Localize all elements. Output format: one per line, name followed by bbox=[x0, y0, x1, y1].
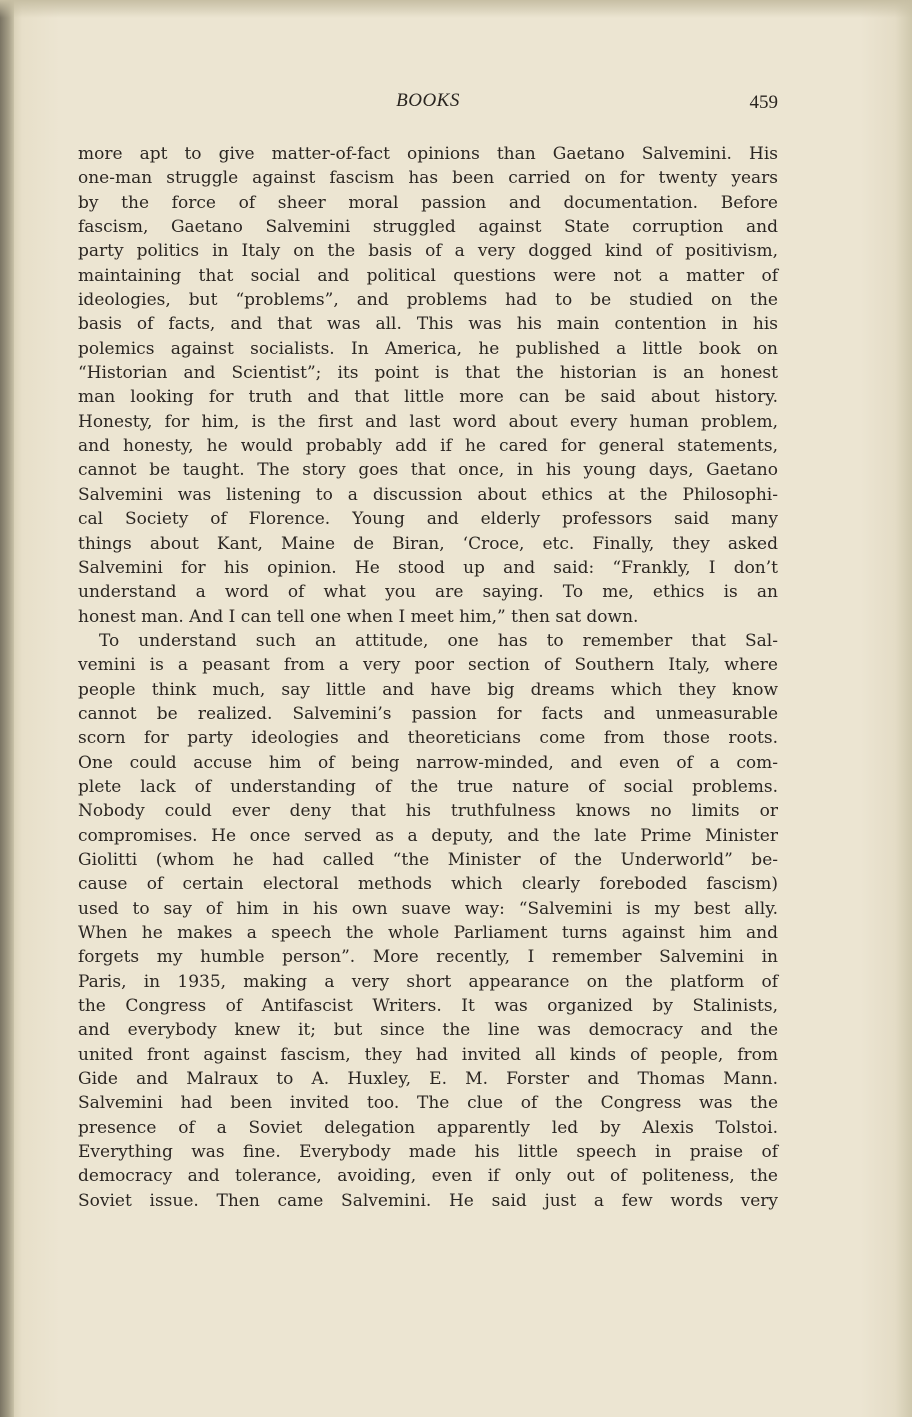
text-line: forgets my humble person”. More recently, I remember Salvemini in bbox=[78, 947, 778, 968]
text-line: honest man. And I can tell one when I meet him,” then sat down. bbox=[78, 606, 639, 627]
body-text bbox=[78, 142, 778, 1213]
text-line: presence of a Soviet delegation apparently led by Alexis Tolstoi. bbox=[78, 1117, 778, 1138]
text-line: Salvemini had been invited too. The clue of the Congress was the bbox=[78, 1093, 778, 1114]
text-line: party politics in Italy on the basis of a very dogged kind of positivism, bbox=[78, 241, 778, 262]
running-head: BOOKS bbox=[396, 90, 460, 111]
text-line: democracy and tolerance, avoiding, even if only out of politeness, the bbox=[78, 1166, 778, 1187]
text-line: cal Society of Florence. Young and elderly professors said many bbox=[78, 509, 778, 530]
text-line: and honesty, he would probably add if he cared for general statements, bbox=[78, 436, 778, 457]
text-line: cause of certain electoral methods which clearly foreboded fascism) bbox=[78, 874, 778, 895]
text-line: things about Kant, Maine de Biran, ‘Croce, etc. Finally, they asked bbox=[78, 533, 778, 554]
text-line: Everything was fine. Everybody made his little speech in praise of bbox=[78, 1142, 778, 1163]
top-edge-shadow bbox=[0, 0, 912, 18]
text-line: man looking for truth and that little more can be said about history. bbox=[78, 387, 778, 408]
text-line: the Congress of Antifascist Writers. It was organized by Stalinists, bbox=[78, 996, 778, 1017]
text-line: scorn for party ideologies and theoreticians come from those roots. bbox=[78, 728, 778, 749]
text-line: To understand such an attitude, one has to remember that Sal- bbox=[99, 630, 778, 651]
text-line: cannot be taught. The story goes that once, in his young days, Gaetano bbox=[78, 460, 778, 481]
text-line: Nobody could ever deny that his truthfulness knows no limits or bbox=[78, 801, 778, 822]
text-line: basis of facts, and that was all. This was his main contention in his bbox=[78, 314, 778, 335]
paragraph bbox=[78, 629, 778, 1213]
text-line: more apt to give matter-of-fact opinions than Gaetano Salvemini. His bbox=[78, 144, 778, 164]
text-line: used to say of him in his own suave way: “Salvemini is my best ally. bbox=[78, 898, 778, 919]
text-line: fascism, Gaetano Salvemini struggled against State corruption and bbox=[78, 217, 778, 238]
text-line: Gide and Malraux to A. Huxley, E. M. Forster and Thomas Mann. bbox=[78, 1069, 778, 1090]
text-line: united front against fascism, they had invited all kinds of people, from bbox=[78, 1044, 778, 1065]
paragraph bbox=[78, 142, 778, 629]
binding-shadow bbox=[0, 0, 14, 1417]
text-line: cannot be realized. Salvemini’s passion for facts and unmeasurable bbox=[78, 703, 778, 724]
text-line: Salvemini for his opinion. He stood up and said: “Frankly, I don’t bbox=[78, 557, 778, 578]
text-line: Paris, in 1935, making a very short appearance on the platform of bbox=[78, 971, 778, 992]
text-line: Honesty, for him, is the first and last word about every human problem, bbox=[78, 411, 778, 432]
text-line: polemics against socialists. In America, he published a little book on bbox=[78, 338, 778, 359]
text-line: When he makes a speech the whole Parliament turns against him and bbox=[78, 923, 778, 943]
text-line: one-man struggle against fascism has been carried on for twenty years bbox=[78, 168, 778, 189]
text-line: compromises. He once served as a deputy, and the late Prime Minister bbox=[78, 825, 778, 846]
text-line: and everybody knew it; but since the line was democracy and the bbox=[78, 1020, 778, 1041]
text-line: ideologies, but “problems”, and problems had to be studied on the bbox=[78, 290, 778, 311]
text-line: plete lack of understanding of the true nature of social problems. bbox=[78, 776, 778, 797]
text-line: Giolitti (whom he had called “the Minister of the Underworld” be- bbox=[78, 849, 778, 870]
text-line: One could accuse him of being narrow-minded, and even of a com- bbox=[78, 752, 778, 773]
text-line: “Historian and Scientist”; its point is that the historian is an honest bbox=[78, 363, 778, 384]
page-number: 459 bbox=[749, 92, 778, 113]
text-line: maintaining that social and political questions were not a matter of bbox=[78, 265, 778, 286]
page-header bbox=[78, 90, 778, 118]
text-line: vemini is a peasant from a very poor section of Southern Italy, where bbox=[78, 655, 778, 676]
text-line: Salvemini was listening to a discussion about ethics at the Philosophi- bbox=[78, 484, 778, 505]
text-line: Soviet issue. Then came Salvemini. He said just a few words very bbox=[78, 1190, 778, 1211]
text-line: by the force of sheer moral passion and documentation. Before bbox=[78, 192, 778, 213]
text-line: understand a word of what you are saying. To me, ethics is an bbox=[78, 582, 778, 603]
text-line: people think much, say little and have big dreams which they know bbox=[78, 679, 778, 700]
